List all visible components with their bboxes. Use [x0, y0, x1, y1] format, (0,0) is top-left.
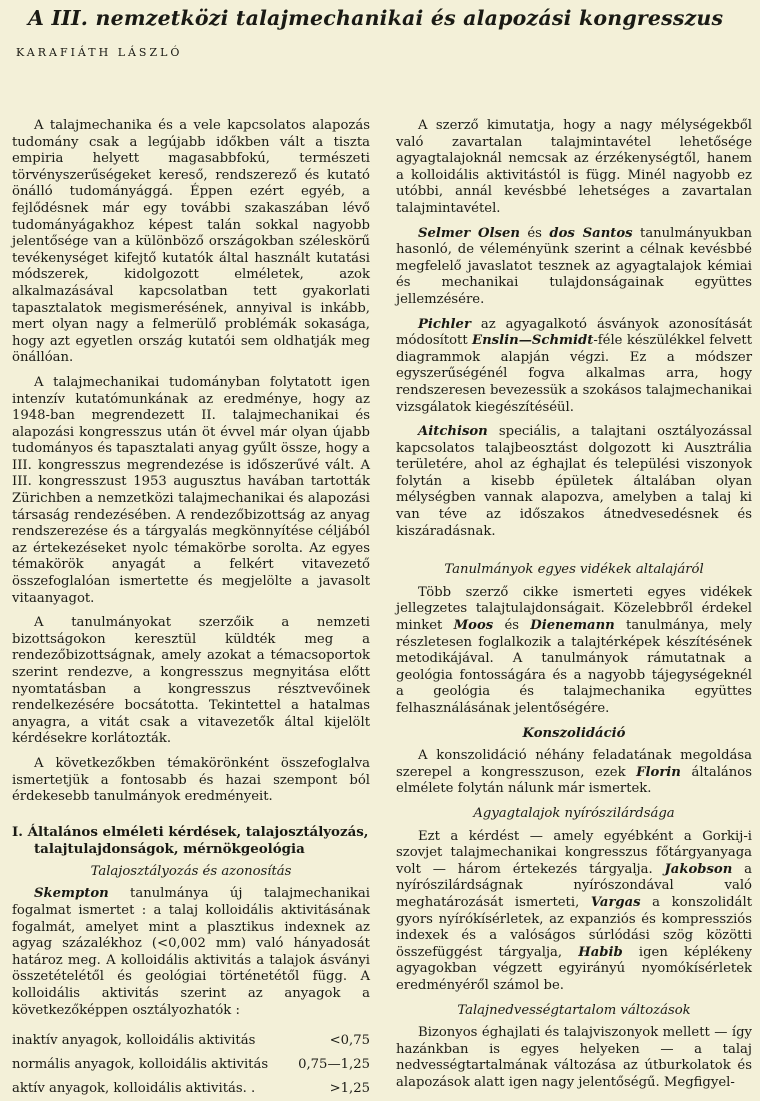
author-ref: Florin: [636, 764, 681, 780]
author-ref: Vargas: [590, 894, 641, 910]
paragraph: [396, 424, 752, 540]
author-ref: Pichler: [418, 316, 471, 332]
paragraph: A szerző kimutatja, hogy a nagy mélységekből való zavartalan talajmintavétel lehetősége agyagtalajoknál nemcsak az érzékenységtől, hanem a kolloidális aktivitástól is függ. Minél nagyobb ez utóbbi, annál kevésbbé lehetséges a zavartalan talajmintavétel.: [396, 118, 752, 216]
paragraph: A talajmechanika és a vele kapcsolatos alapozás tudomány csak a legújabb időkben vált a tiszta empiria helyett magasabbfokú, természeti törvényszerűségeket kereső, rendszerező és kutató önálló tudományággá. Éppen ezért egyéb, a fejlődésnek már egy további szakaszában lévő tudományágakhoz képest talán sokkal nagyobb jelentősége van a különböző országokban széleskörű tevékenységet kifejtő kutatók által használt kutatási módszerek, kidolgozott elméletek, azok alkalmazásával kapcsolatban tett gyakorlati tapasztalatok megismerésének, annyival is inkább, mert olyan nagy a felmerülő problémák sokasága, hogy azt egyetlen ország kutatói sem oldhatják meg önállóan.: [12, 118, 370, 366]
subsection-heading: Agyagtalajok nyírószilárdsága: [473, 805, 675, 821]
subsection-heading: Talajnedvességtartalom változások: [457, 1002, 691, 1018]
row-value: <0,75: [329, 1033, 370, 1049]
paragraph: A következőkben témakörönként összefoglalva ismertetjük a fontosabb és hazai szempont ból érdekesebb tanulmányok eredményeit.: [12, 755, 370, 805]
row-value: 0,75—1,25: [298, 1057, 370, 1073]
table-row: [12, 1077, 370, 1101]
paragraph: [396, 226, 752, 309]
author-ref: Aitchison: [418, 424, 488, 440]
paragraph-text: tanulmánya, mely részletesen foglalkozik a talajtérképek készítésének metodikájával. A tanulmányok rámutatnak a geológia fontosságára és a nagyobb tájegységeknél a geológia és talajmechanika együttes felhasználásának jelentőségére.: [396, 618, 752, 716]
subsection-heading: Tanulmányok egyes vidékek altalajáról: [444, 562, 704, 578]
author-ref: Habib: [578, 944, 623, 960]
author-ref: Jakobson: [664, 861, 733, 877]
row-value: >1,25: [329, 1081, 370, 1097]
paragraph-text: és: [493, 618, 531, 634]
right-column: [396, 118, 752, 1099]
paragraph: [12, 886, 370, 1019]
activity-table: [12, 1029, 370, 1101]
author-ref: Selmer Olsen: [418, 225, 520, 241]
row-label: inaktív anyagok, kolloidális aktivitás: [12, 1033, 256, 1049]
paragraph-text: speciális, a talajtani osztályozással kapcsolatos talajbeosztást dolgozott ki Ausztrália területére, ahol az éghajlat és települési viszonyok folytán a kisebb épületek általában olyan mélységben vannak alapozva, amelyben a talaj ki van téve az időszakos átnedvesedésnek és kiszáradásnak.: [396, 424, 752, 539]
paragraph-text: az agyagalkotó ásványok azonosítását módosított: [396, 316, 752, 349]
author-name: KARAFIÁTH LÁSZLÓ: [16, 46, 183, 59]
table-row: [12, 1053, 370, 1077]
paragraph-text: a konszolidált gyors nyírókísérletek, az expanziós és kompressziós indexek és a valóságos súrlódási szög közötti összefüggést tárgyalja,: [396, 894, 752, 960]
paragraph-text: A konszolidáció néhány feladatának megoldása szerepel a kongresszuson, ezek: [396, 748, 752, 780]
row-label: aktív anyagok, kolloidális aktivitás. .: [12, 1081, 256, 1097]
paragraph-text: Több szerző cikke ismerteti egyes vidékek jellegzetes talajtulajdonságait. Közelebbről érdekel minket: [396, 584, 752, 634]
paragraph: [396, 829, 752, 995]
section-heading: I. Általános elméleti kérdések, talajosztályozás, talajtulajdonságok, mérnökgeológia: [12, 823, 369, 857]
table-row: [12, 1029, 370, 1053]
subsection-heading: Talajosztályozás és azonosítás: [90, 863, 292, 879]
paragraph-text: általános elmélete folytán nálunk már ismertek.: [396, 764, 752, 797]
paragraph: A talajmechanikai tudományban folytatott igen intenzív kutatómunkának az eredménye, hogy az 1948-ban megrendezett II. talajmechanikai és alapozási kongresszus után öt évvel már olyan újabb tudományos és tapasztalati anyag gyűlt össze, hogy a III. kongresszus megrendezése is időszerűvé vált. A III. kongresszust 1953 augusztus havában tartották Zürichben a nemzetközi talajmechanikai és alapozási társaság rendezésében. A rendezőbizottság az anyag rendszerezése és a tárgyalás megkönnyítése céljából az értekezéseket nyolc témakörbe sorolta. Az egyes témakörök anyagát a felkért vitavezető összefoglalóan ismertette és megjelölte a javasolt vitaanyagot.: [12, 374, 370, 606]
paragraph: A tanulmányokat szerzőik a nemzeti bizottságokon keresztül küldték meg a rendezőbizottságnak, amely azokat a témacsoportok szerint rendezve, a kongresszus megnyitása előtt nyomtatásban a kongresszus résztvevőinek rendelkezésére bocsátotta. Tekintettel a hatalmas anyagra, a vitát csak a vitavezetők által kijelölt kérdésekre korlátozták.: [12, 615, 370, 747]
paragraph: [396, 317, 752, 417]
paragraph: [396, 585, 752, 718]
article-title: A III. nemzetközi talajmechanikai és alapozási kongresszus: [28, 6, 724, 30]
paragraph-text: tanulmányukban hasonló, de véleményünk szerint a célnak kevésbbé megfelelő javaslatot tesznek az agyagtalajok kémiai és mechanikai tulajdonságainak együttes jellemzésére.: [396, 225, 752, 307]
paragraph-text: tanulmánya új talajmechanikai fogalmat ismertet : a talaj kolloidális aktivitásának fogalmát, amelyet mint a plasztikus indexnek az agyag százalékhoz (<0,002 mm) való hányadosát határoz meg. A kolloidális aktivitás a talajok ásványi összetételétől és geológiai történetétől függ. A kolloidális aktivitás szerint az anyagok a következőképpen osztályozhatók :: [12, 886, 370, 1018]
paragraph-text: igen képlékeny agyagokban végzett egyirányú nyomókísérletek eredményéről számol be.: [396, 944, 753, 993]
paragraph-text: Ezt a kérdést — amely egyébként a Gorkij-i szovjet talajmechanikai kongresszus főtárgyanyaga volt — három értekezés tárgyalja.: [396, 828, 752, 877]
paragraph-text: és: [519, 225, 550, 241]
subsection-heading: Konszolidáció: [522, 725, 626, 741]
paragraph: [396, 748, 752, 798]
left-column: [12, 118, 370, 1101]
author-ref: Moos: [453, 618, 494, 634]
paragraph-text: -féle készülékkel felvett diagrammok alapján végzi. Ez a módszer egyszerűségénél fogva alkalmas arra, hogy rendszeresen bevezessük a szokásos talajmechanikai vizsgálatok kiegészítéséül.: [396, 333, 753, 415]
author-ref: Enslin—Schmidt: [472, 333, 594, 349]
author-ref: Skempton: [34, 886, 109, 902]
row-label: normális anyagok, kolloidális aktivitás: [12, 1057, 269, 1073]
paragraph: Bizonyos éghajlati és talajviszonyok mellett — így hazánkban is egyes helyeken — a talaj nedvességtartalmának változása az útburkolatok és alapozások alatt igen nagy jelentőségű. Megfigyel-: [396, 1025, 752, 1090]
paragraph-text: a nyírószilárdságnak nyírószondával való meghatározását ismerteti,: [396, 861, 752, 910]
author-ref: Dienemann: [530, 618, 615, 634]
author-ref: dos Santos: [549, 225, 633, 241]
